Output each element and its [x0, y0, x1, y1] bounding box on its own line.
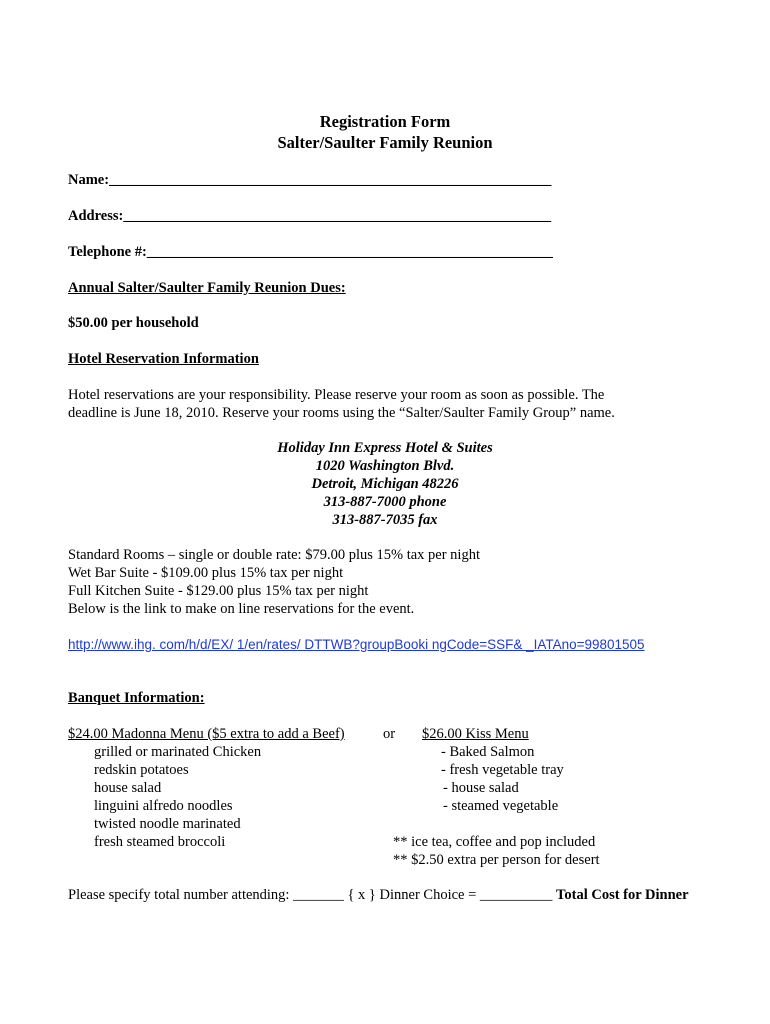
reservation-link[interactable]: http://www.ihg. com/h/d/EX/ 1/en/rates/ DTTWB?groupBooki ngCode=SSF& _IATAno=99801505	[68, 637, 645, 652]
hotel-paragraph-line-1: Hotel reservations are your responsibility. Please reserve your room as soon as possible. The	[68, 387, 605, 403]
dues-heading: Annual Salter/Saulter Family Reunion Dues:	[68, 280, 346, 296]
menu-or: or	[383, 726, 396, 742]
hotel-paragraph-line-2: deadline is June 18, 2010. Reserve your rooms using the “Salter/Saulter Family Group” name.	[68, 405, 615, 421]
rate-standard: Standard Rooms – single or double rate: $79.00 plus 15% tax per night	[68, 547, 480, 563]
hotel-name: Holiday Inn Express Hotel & Suites	[277, 440, 493, 456]
rate-full-kitchen: Full Kitchen Suite - $129.00 plus 15% tax per night	[68, 583, 369, 599]
attendance-line[interactable]	[68, 886, 689, 904]
menu-madonna-item: redskin potatoes	[94, 762, 189, 778]
banquet-heading: Banquet Information:	[68, 690, 205, 706]
hotel-heading: Hotel Reservation Information	[68, 351, 259, 367]
menu-kiss-title: $26.00 Kiss Menu	[422, 726, 529, 742]
menu-madonna-item: fresh steamed broccoli	[94, 834, 226, 850]
attendance-specify[interactable]: Please specify total number attending: _______ { x } Dinner Choice = __________	[68, 887, 553, 903]
menu-kiss-item: - Baked Salmon	[441, 744, 535, 760]
menu-madonna-item: twisted noodle marinated	[94, 816, 241, 832]
form-title: Registration Form	[319, 112, 451, 131]
telephone-field[interactable]: Telephone #:________________________________________________________	[68, 244, 553, 260]
form-subtitle: Salter/Saulter Family Reunion	[277, 133, 493, 152]
menu-kiss-item: - house salad	[443, 780, 519, 796]
menu-madonna-title: $24.00 Madonna Menu ($5 extra to add a Beef)	[68, 726, 345, 742]
address-field[interactable]: Address:___________________________________________________________	[68, 208, 552, 224]
hotel-city: Detroit, Michigan 48226	[311, 476, 459, 492]
hotel-street: 1020 Washington Blvd.	[315, 458, 455, 474]
menu-kiss-item: - fresh vegetable tray	[441, 762, 564, 778]
rate-wet-bar: Wet Bar Suite - $109.00 plus 15% tax per night	[68, 565, 344, 581]
menu-madonna-item: grilled or marinated Chicken	[94, 744, 262, 760]
menu-madonna-item: house salad	[94, 780, 162, 796]
hotel-phone: 313-887-7000 phone	[323, 494, 447, 510]
name-field[interactable]: Name:_____________________________________________________________	[68, 172, 552, 188]
dues-amount: $50.00 per household	[68, 315, 199, 331]
menu-madonna-item: linguini alfredo noodles	[94, 798, 233, 814]
link-intro: Below is the link to make on line reservations for the event.	[68, 601, 415, 617]
banquet-note: ** ice tea, coffee and pop included	[393, 834, 596, 850]
menu-kiss-item: - steamed vegetable	[443, 798, 559, 814]
total-cost-label: Total Cost for Dinner	[556, 887, 689, 903]
hotel-fax: 313-887-7035 fax	[332, 512, 438, 528]
banquet-note: ** $2.50 extra per person for desert	[393, 852, 600, 868]
